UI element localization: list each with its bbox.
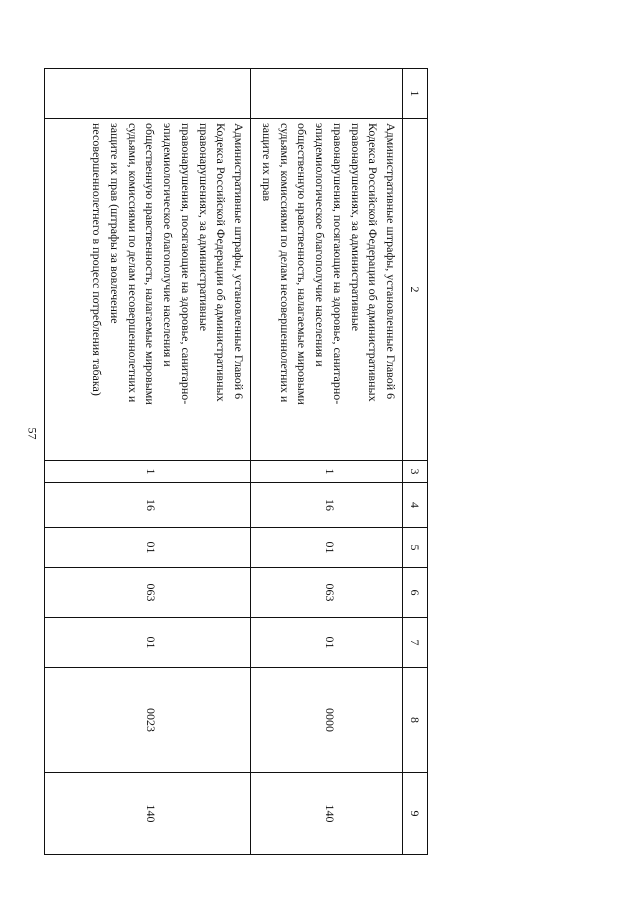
code-cell: 1 [45,461,251,483]
row-code-cell [251,69,403,119]
description-line: защите их прав [260,123,275,202]
description-line: защите их прав (штрафы за вовлечение [108,123,123,324]
description-line: эпидемиологическое благополучие населения и [161,123,176,367]
column-header: 4 [403,483,428,528]
column-header: 9 [403,773,428,855]
rotated-table-container [44,68,428,854]
description-line: Кодекса Российской Федерации об административных [366,123,381,402]
description-line: эпидемиологическое благополучие населения и [313,123,328,367]
code-cell: 063 [45,568,251,618]
description-line: правонарушения, посягающие на здоровье, санитарно- [330,123,345,405]
code-cell: 0000 [251,668,403,773]
column-header: 7 [403,618,428,668]
code-cell: 1 [251,461,403,483]
description-line: Административные штрафы, установленные Главой 6 [384,123,398,400]
description-line: несовершеннолетнего в процесс потребления табака) [90,123,105,396]
description-line: Административные штрафы, установленные Главой 6 [232,123,246,400]
description-cell [251,119,403,461]
code-cell: 140 [251,773,403,855]
column-header: 1 [403,69,428,119]
header-row [403,69,428,855]
description-line: общественную нравственность, налагаемые мировыми [143,123,158,405]
budget-codes-table [44,68,428,855]
code-cell: 16 [45,483,251,528]
column-header: 2 [403,119,428,461]
code-cell: 01 [45,618,251,668]
code-cell: 16 [251,483,403,528]
column-header: 8 [403,668,428,773]
description-line: судьями, комиссиями по делам несовершеннолетних и [277,123,292,403]
description-line: Кодекса Российской Федерации об административных [214,123,229,402]
code-cell: 01 [45,528,251,568]
code-cell: 140 [45,773,251,855]
description-cell [45,119,251,461]
row-code-cell [45,69,251,119]
code-cell: 0023 [45,668,251,773]
code-cell: 01 [251,528,403,568]
column-header: 6 [403,568,428,618]
code-cell: 01 [251,618,403,668]
code-cell: 063 [251,568,403,618]
page-number: 57 [25,427,40,440]
description-line: общественную нравственность, налагаемые мировыми [295,123,310,405]
description-line: правонарушениях, за административные [348,123,363,332]
column-header: 5 [403,528,428,568]
description-line: правонарушениях, за административные [196,123,211,332]
column-header: 3 [403,461,428,483]
description-line: правонарушения, посягающие на здоровье, санитарно- [178,123,193,405]
table-row [45,69,251,855]
table-row [251,69,403,855]
description-line: судьями, комиссиями по делам несовершеннолетних и [125,123,140,403]
